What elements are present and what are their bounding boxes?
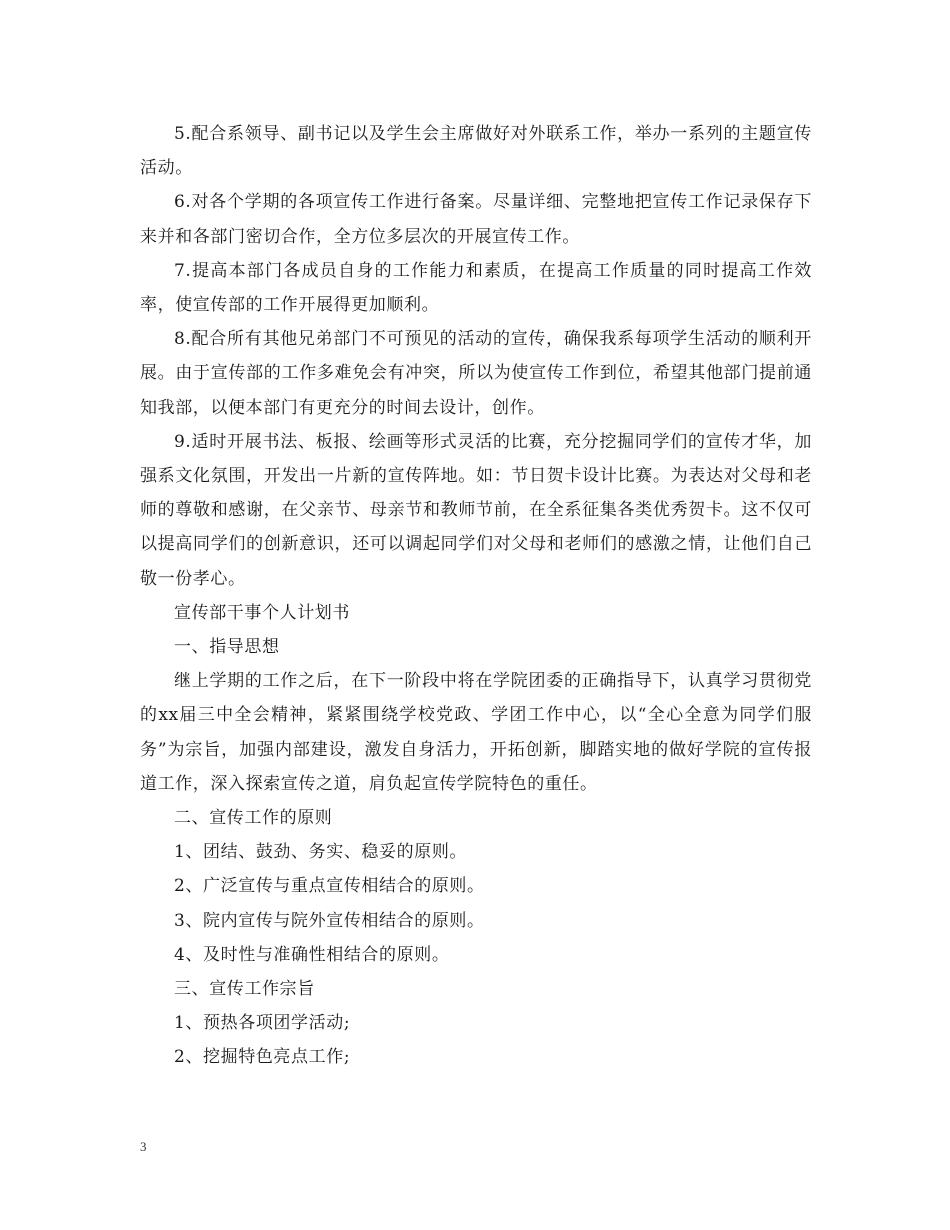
paragraph: 9.适时开展书法、板报、绘画等形式灵活的比赛，充分挖掘同学们的宣传才华，加强系文化氛围，开发出一片新的宣传阵地。如：节日贺卡设计比赛。为表达对父母和老师的尊敬和感谢，在父亲节、母亲节和教师节前，在全系征集各类优秀贺卡。这不仅可以提高同学们的创新意识，还可以调起同学们对父母和老师们的感激之情，让他们自己敬一份孝心。: [140, 431, 812, 589]
section-heading: 三、宣传工作宗旨: [174, 979, 315, 1000]
list-item: 2、挖掘特色亮点工作;: [174, 1047, 351, 1068]
list-item: 3、院内宣传与院外宣传相结合的原则。: [174, 910, 485, 931]
list-item: 4、及时性与准确性相结合的原则。: [174, 944, 450, 965]
paragraph: 继上学期的工作之后，在下一阶段中将在学院团委的正确指导下，认真学习贯彻党的xx届三中全会精神，紧紧围绕学校党政、学团工作中心，以“全心全意为同学们服务”为宗旨，加强内部建设，激发自身活力，开拓创新，脚踏实地的做好学院的宣传报道工作，深入探索宣传之道，肩负起宣传学院特色的重任。: [140, 671, 812, 794]
paragraph: 8.配合所有其他兄弟部门不可预见的活动的宣传，确保我系每项学生活动的顺利开展。由于宣传部的工作多难免会有冲突，所以为使宣传工作到位，希望其他部门提前通知我部，以便本部门有更充分的时间去设计，创作。: [140, 329, 812, 418]
section-heading: 一、指导思想: [174, 637, 280, 658]
section-heading: 二、宣传工作的原则: [174, 808, 333, 829]
page-number: 3: [140, 1139, 147, 1154]
paragraph: 6.对各个学期的各项宣传工作进行备案。尽量详细、完整地把宣传工作记录保存下来并和各部门密切合作，全方位多层次的开展宣传工作。: [140, 192, 812, 247]
section-title: 宣传部干事个人计划书: [174, 602, 350, 623]
document-body: [140, 117, 812, 1075]
list-item: 1、预热各项团学活动;: [174, 1013, 351, 1034]
list-item: 2、广泛宣传与重点宣传相结合的原则。: [174, 876, 485, 897]
paragraph: 5.配合系领导、副书记以及学生会主席做好对外联系工作，举办一系列的主题宣传活动。: [140, 124, 812, 179]
list-item: 1、团结、鼓劲、务实、稳妥的原则。: [174, 842, 468, 863]
paragraph: 7.提高本部门各成员自身的工作能力和素质，在提高工作质量的同时提高工作效率，使宣传部的工作开展得更加顺利。: [140, 260, 812, 316]
